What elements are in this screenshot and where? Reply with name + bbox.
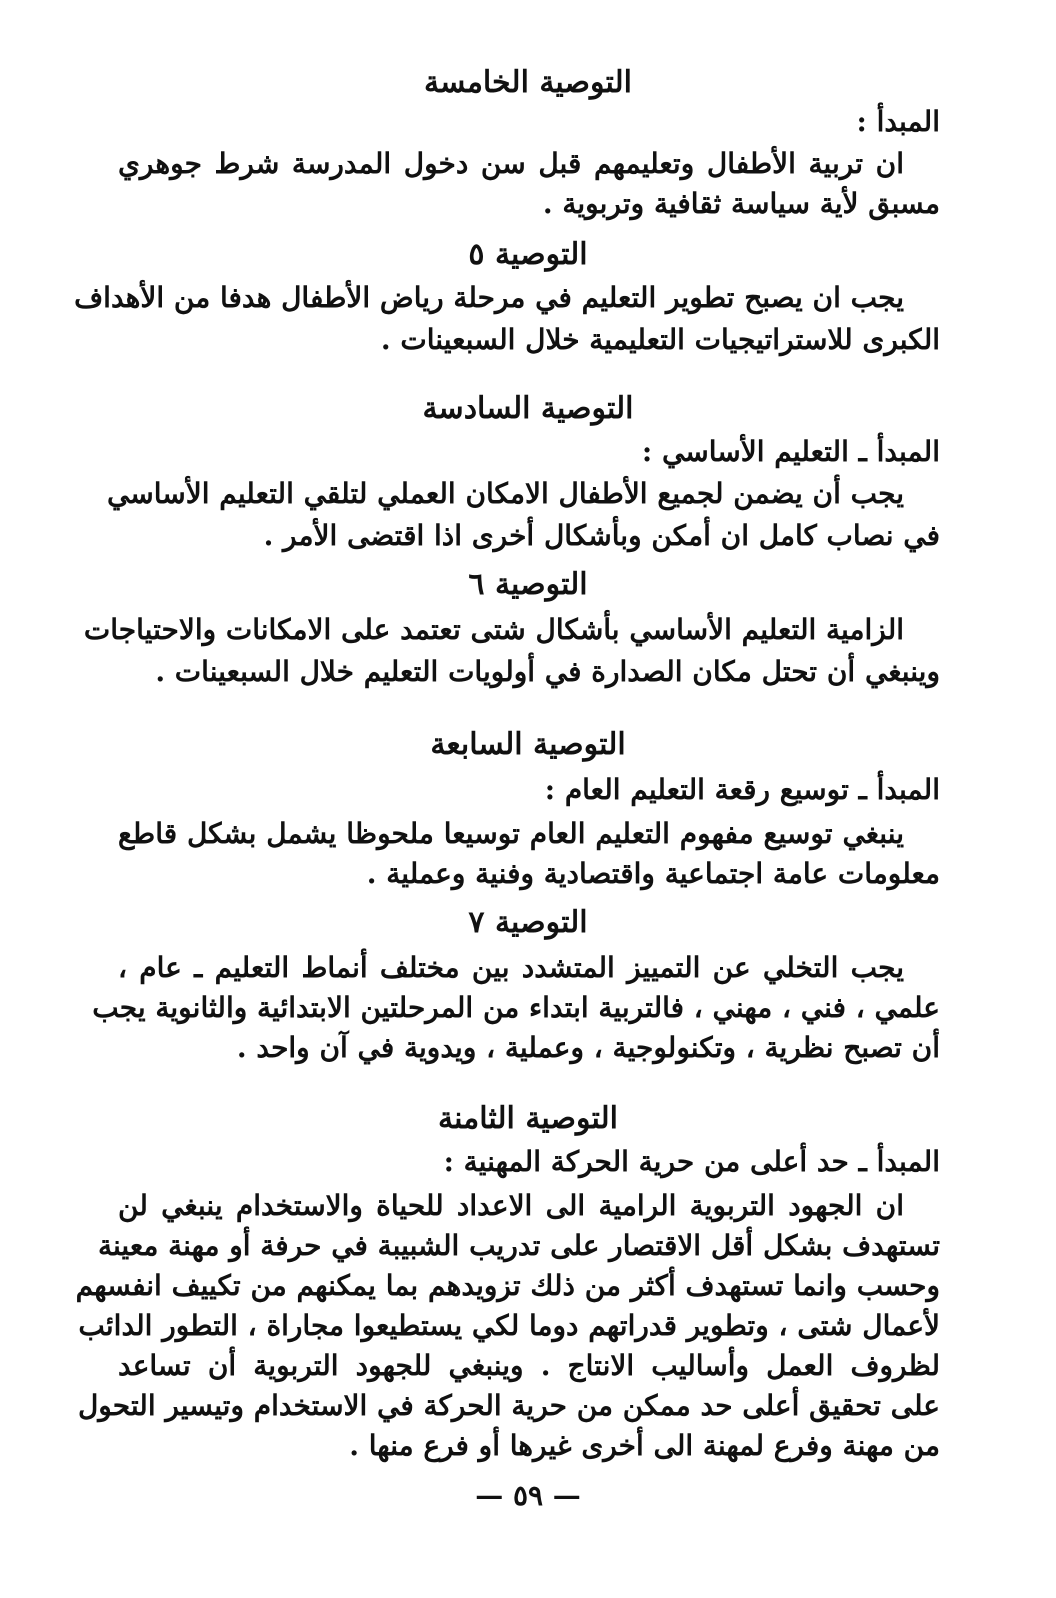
body-line: من مهنة وفرع لمهنة الى أخرى غيرها أو فرع منها . bbox=[349, 1429, 940, 1462]
body-line: وينبغي أن تحتل مكان الصدارة في أولويات التعليم خلال السبعينات . bbox=[155, 655, 940, 688]
section-title: التوصية السادسة bbox=[422, 391, 634, 426]
principle-line: المبدأ : bbox=[856, 105, 940, 138]
body-line: يجب ان يصبح تطوير التعليم في مرحلة رياض الأطفال هدفا من الأهداف bbox=[74, 281, 904, 314]
body-line: ينبغي توسيع مفهوم التعليم العام توسيعا ملحوظا يشمل بشكل قاطع bbox=[118, 817, 904, 850]
body-line: وحسب وانما تستهدف أكثر من ذلك تزويدهم بما يمكنهم من تكييف انفسهم bbox=[75, 1269, 940, 1302]
principle-line: المبدأ ـ توسيع رقعة التعليم العام : bbox=[544, 773, 940, 806]
body-line: يجب أن يضمن لجميع الأطفال الامكان العملي لتلقي التعليم الأساسي bbox=[106, 477, 904, 510]
section-title: التوصية ٧ bbox=[468, 905, 588, 940]
section-title: التوصية ٥ bbox=[468, 237, 588, 272]
body-line: ان تربية الأطفال وتعليمهم قبل سن دخول المدرسة شرط جوهري bbox=[118, 147, 904, 180]
page-number: — ٥٩ — bbox=[475, 1479, 581, 1512]
body-line: في نصاب كامل ان أمكن وبأشكال أخرى اذا اقتضى الأمر . bbox=[263, 519, 940, 552]
principle-line: المبدأ ـ حد أعلى من حرية الحركة المهنية : bbox=[443, 1145, 940, 1178]
body-line: علمي ، فني ، مهني ، فالتربية ابتداء من المرحلتين الابتدائية والثانوية يجب bbox=[92, 991, 940, 1024]
body-line: يجب التخلي عن التمييز المتشدد بين مختلف أنماط التعليم ـ عام ، bbox=[118, 951, 904, 984]
body-line: على تحقيق أعلى حد ممكن من حرية الحركة في الاستخدام وتيسير التحول bbox=[77, 1389, 940, 1422]
body-line: معلومات عامة اجتماعية واقتصادية وفنية وعملية . bbox=[366, 857, 940, 890]
section-title: التوصية السابعة bbox=[430, 727, 626, 762]
section-title: التوصية الثامنة bbox=[438, 1101, 618, 1136]
body-line: لظروف العمل وأساليب الانتاج . وينبغي للجهود التربوية أن تساعد bbox=[118, 1349, 940, 1382]
body-line: تستهدف بشكل أقل الاقتصار على تدريب الشبيبة في حرفة أو مهنة معينة bbox=[97, 1229, 940, 1262]
body-line: الزامية التعليم الأساسي بأشكال شتى تعتمد على الامكانات والاحتياجات bbox=[83, 613, 904, 646]
body-line: الكبرى للاستراتيجيات التعليمية خلال السبعينات . bbox=[380, 323, 940, 356]
body-line: أن تصبح نظرية ، وتكنولوجية ، وعملية ، ويدوية في آن واحد . bbox=[236, 1031, 940, 1064]
section-title: التوصية الخامسة bbox=[424, 65, 632, 100]
body-line: ان الجهود التربوية الرامية الى الاعداد للحياة والاستخدام ينبغي لن bbox=[118, 1189, 904, 1222]
body-line: مسبق لأية سياسة ثقافية وتربوية . bbox=[542, 187, 940, 220]
principle-line: المبدأ ـ التعليم الأساسي : bbox=[641, 435, 940, 468]
section-title: التوصية ٦ bbox=[468, 567, 588, 602]
body-line: لأعمال شتى ، وتطوير قدراتهم دوما لكي يستطيعوا مجاراة ، التطور الدائب bbox=[78, 1309, 940, 1342]
